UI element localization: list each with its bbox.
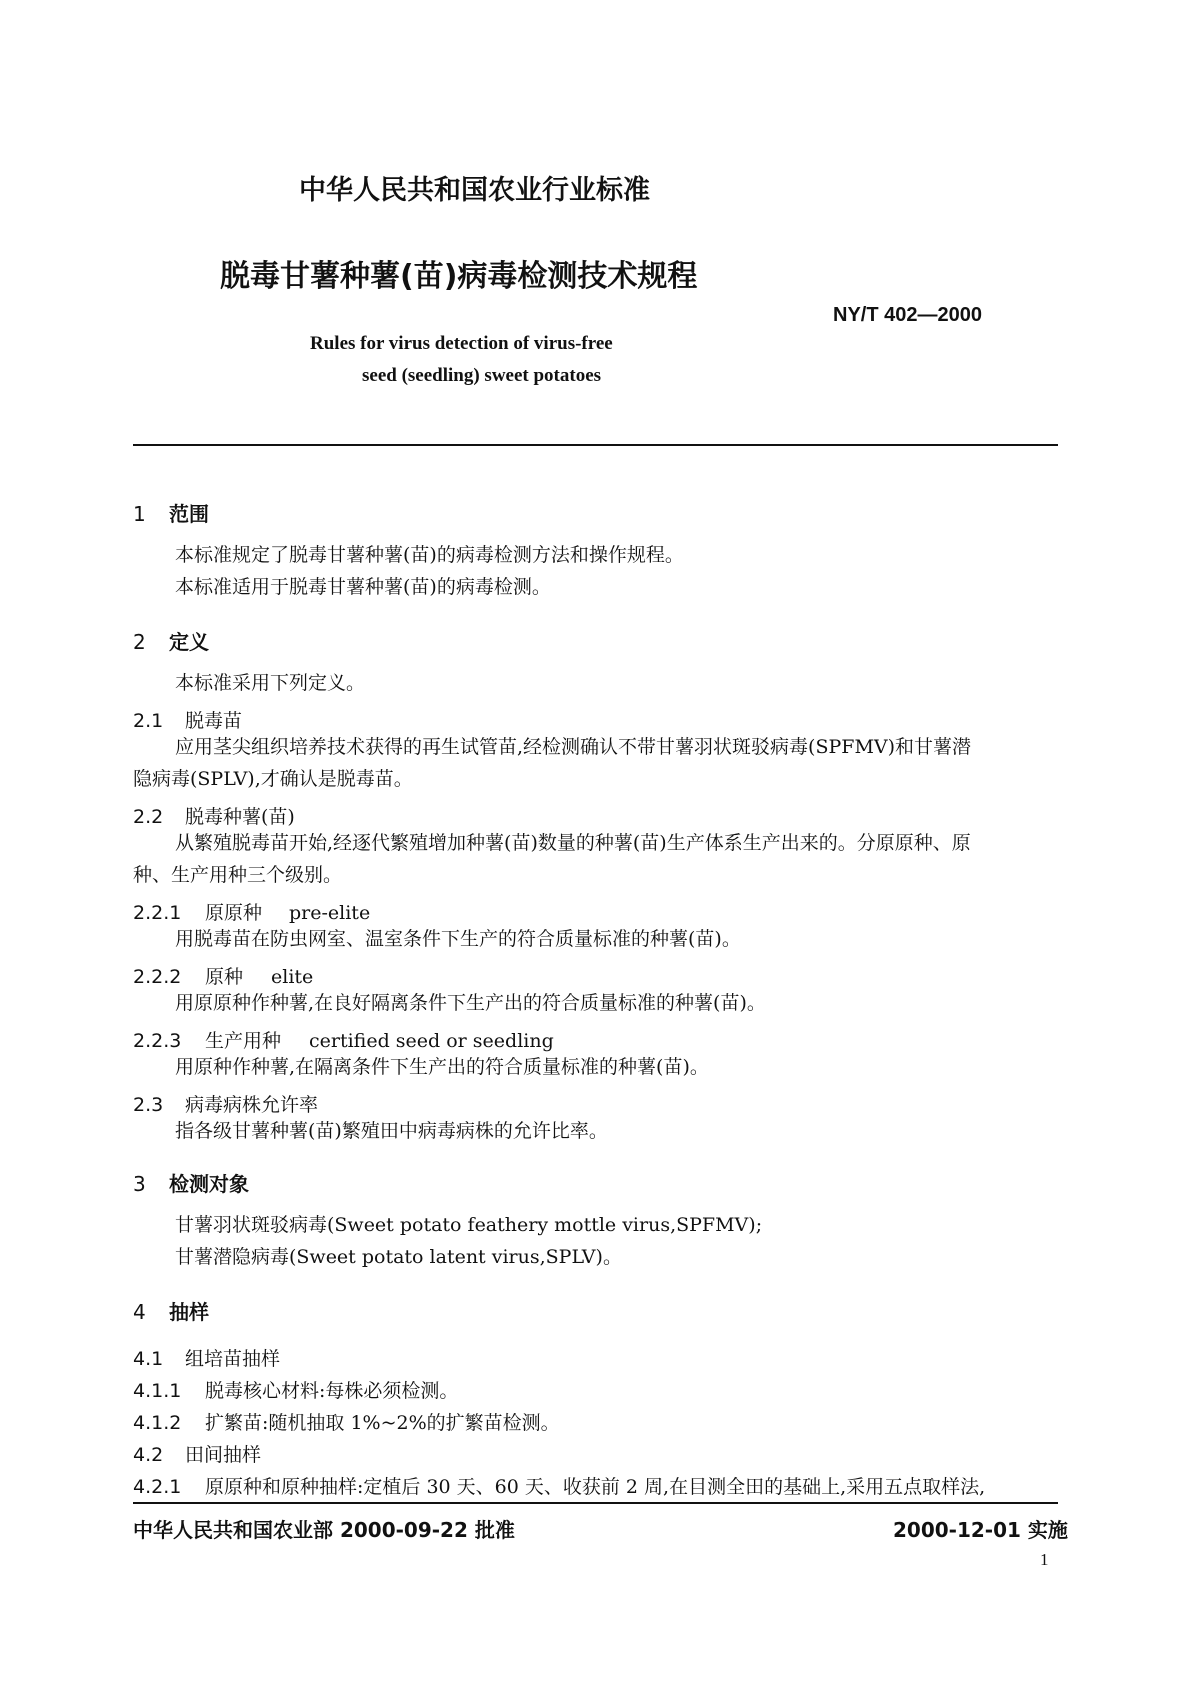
paragraph: 用原种作种薯,在隔离条件下生产出的符合质量标准的种薯(苗)。 [175, 1056, 709, 1078]
paragraph: 指各级甘薯种薯(苗)繁殖田中病毒病株的允许比率。 [175, 1120, 608, 1142]
clause-title: 田间抽样 [185, 1444, 262, 1466]
section-number: 1 [133, 502, 146, 526]
standard-number: NY/T 402—2000 [833, 304, 982, 326]
section-title: 检测对象 [169, 1172, 249, 1196]
paragraph: 用原原种作种薯,在良好隔离条件下生产出的符合质量标准的种薯(苗)。 [175, 992, 766, 1014]
clause-4-1-1 [133, 1376, 458, 1403]
document-title-en-line2: seed (seedling) sweet potatoes [362, 365, 602, 386]
paragraph: 本标准规定了脱毒甘薯种薯(苗)的病毒检测方法和操作规程。 [175, 544, 684, 566]
header-divider [133, 444, 1058, 446]
effective-date: 2000-12-01 实施 [893, 1518, 1068, 1542]
clause-title: 组培苗抽样 [185, 1348, 281, 1370]
standard-category: 中华人民共和国农业行业标准 [299, 175, 650, 206]
clause-number: 4.1.1 [133, 1380, 182, 1402]
section-1-heading [133, 498, 209, 527]
section-3-heading [133, 1168, 249, 1197]
paragraph: 种、生产用种三个级别。 [133, 864, 343, 886]
clause-text: 脱毒核心材料:每株必须检测。 [205, 1380, 459, 1402]
paragraph: 应用茎尖组织培养技术获得的再生试管苗,经检测确认不带甘薯羽状斑驳病毒(SPFMV)和甘薯潜 [175, 736, 972, 758]
clause-number: 4.2 [133, 1444, 164, 1466]
page-number: 1 [1040, 1550, 1049, 1569]
document-title-en-line1: Rules for virus detection of virus-free [310, 333, 613, 354]
clause-text: 扩繁苗:随机抽取 1%~2%的扩繁苗检测。 [205, 1412, 560, 1434]
paragraph: 本标准适用于脱毒甘薯种薯(苗)的病毒检测。 [175, 576, 551, 598]
definition-2-2-2-heading [133, 962, 313, 989]
section-number: 4 [133, 1300, 146, 1324]
clause-title: 生产用种 [205, 1030, 282, 1052]
clause-title: 病毒病株允许率 [185, 1094, 319, 1116]
definition-2-2-heading [133, 802, 295, 829]
document-title-cn: 脱毒甘薯种薯(苗)病毒检测技术规程 [220, 259, 698, 294]
clause-title: 脱毒种薯(苗) [185, 806, 295, 828]
paragraph: 从繁殖脱毒苗开始,经逐代繁殖增加种薯(苗)数量的种薯(苗)生产体系生产出来的。分原原种、原 [175, 832, 971, 854]
clause-text: 原原种和原种抽样:定植后 30 天、60 天、收获前 2 周,在目测全田的基础上,采用五点取样法, [205, 1476, 986, 1498]
clause-title: 脱毒苗 [185, 710, 243, 732]
clause-title: 原种 [205, 966, 244, 988]
clause-number: 2.2.1 [133, 902, 182, 924]
paragraph: 隐病毒(SPLV),才确认是脱毒苗。 [133, 768, 413, 790]
clause-4-2-1 [133, 1472, 985, 1499]
clause-number: 2.2 [133, 806, 164, 828]
section-title: 定义 [169, 630, 209, 654]
clause-number: 2.3 [133, 1094, 164, 1116]
clause-number: 2.1 [133, 710, 164, 732]
list-item: 甘薯潜隐病毒(Sweet potato latent virus,SPLV)。 [175, 1246, 622, 1268]
clause-term-en: pre-elite [289, 902, 371, 924]
definition-2-2-1-heading [133, 898, 370, 925]
section-2-heading [133, 626, 209, 655]
clause-4-2-heading [133, 1440, 261, 1467]
paragraph: 本标准采用下列定义。 [175, 672, 366, 694]
clause-term-en: elite [271, 966, 314, 988]
list-item: 甘薯羽状斑驳病毒(Sweet potato feathery mottle virus,SPFMV); [175, 1214, 763, 1236]
section-number: 2 [133, 630, 146, 654]
clause-number: 4.1.2 [133, 1412, 182, 1434]
section-title: 抽样 [169, 1300, 209, 1324]
approval-date: 中华人民共和国农业部 2000-09-22 批准 [133, 1518, 515, 1542]
clause-title: 原原种 [205, 902, 263, 924]
section-4-heading [133, 1296, 209, 1325]
definition-2-1-heading [133, 706, 242, 733]
clause-number: 4.2.1 [133, 1476, 182, 1498]
section-title: 范围 [169, 502, 209, 526]
definition-2-3-heading [133, 1090, 318, 1117]
clause-term-en: certified seed or seedling [309, 1030, 554, 1052]
clause-4-1-2 [133, 1408, 560, 1435]
footer-divider [133, 1502, 1058, 1504]
clause-number: 4.1 [133, 1348, 164, 1370]
paragraph: 用脱毒苗在防虫网室、温室条件下生产的符合质量标准的种薯(苗)。 [175, 928, 741, 950]
section-number: 3 [133, 1172, 146, 1196]
clause-4-1-heading [133, 1344, 280, 1371]
clause-number: 2.2.3 [133, 1030, 182, 1052]
definition-2-2-3-heading [133, 1026, 554, 1053]
clause-number: 2.2.2 [133, 966, 182, 988]
